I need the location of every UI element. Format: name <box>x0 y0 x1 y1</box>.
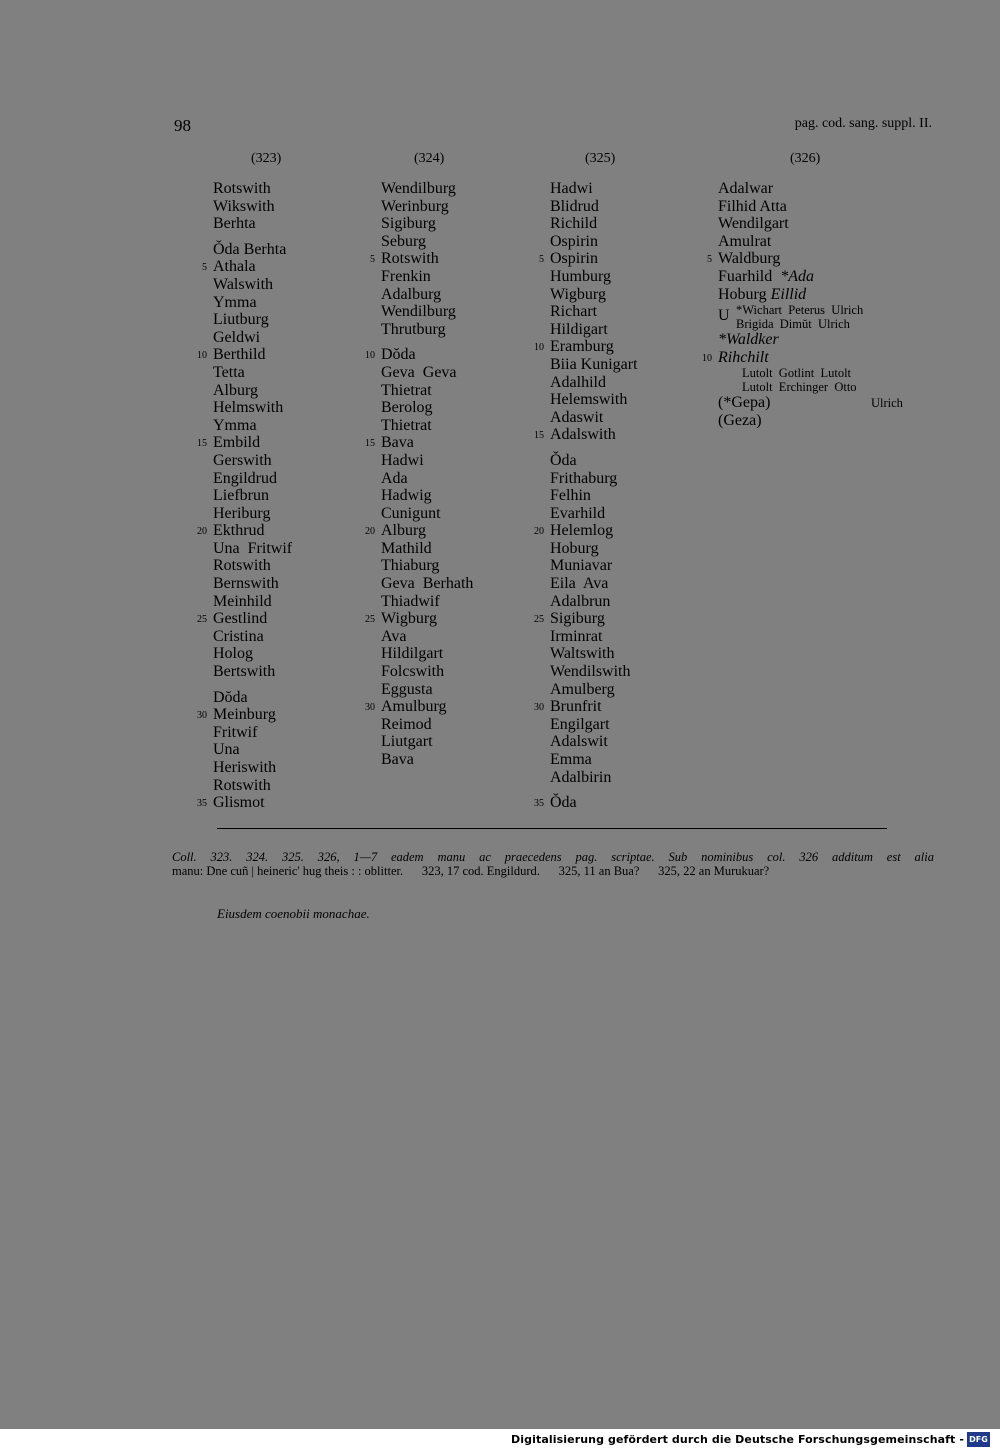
list-item <box>381 681 551 699</box>
entry-addition: Eillid <box>770 285 807 303</box>
entry-name: Heriburg <box>213 504 271 522</box>
list-item <box>381 751 551 769</box>
entry-name: Frithaburg <box>550 469 618 487</box>
entry-name: Seburg <box>381 232 427 250</box>
entry-name: Ospirin <box>550 250 598 268</box>
list-item <box>365 346 551 364</box>
list-item <box>213 777 383 795</box>
line-number: 30 <box>197 710 207 722</box>
list-item <box>213 329 383 347</box>
entry-name: Ymma <box>213 416 257 434</box>
list-item <box>550 286 720 304</box>
entry-subline: Lutolt Gotlint Lutolt <box>742 366 852 381</box>
entry-name: Evarhild <box>550 504 606 522</box>
name-list <box>197 180 383 812</box>
list-item <box>534 338 720 356</box>
entry-name: Frenkin <box>381 267 431 285</box>
entry-name: Adaswit <box>550 408 604 426</box>
list-item <box>550 557 720 575</box>
entry-name: Helmswith <box>213 399 284 417</box>
running-head: pag. cod. sang. suppl. II. <box>794 116 932 131</box>
entry-name: Helemlog <box>550 522 614 540</box>
entry-name: Rihchilt <box>718 348 769 366</box>
list-item <box>381 645 551 663</box>
entry-name: Thiaburg <box>381 557 440 575</box>
footer-bar <box>0 1429 1000 1451</box>
list-item <box>381 198 551 216</box>
entry-name: Helemswith <box>550 391 628 409</box>
list-item <box>550 356 720 374</box>
entry-name: Ava <box>381 627 407 645</box>
entry-name: Biia Kunigart <box>550 355 638 373</box>
list-item <box>381 557 551 575</box>
line-number: 10 <box>365 350 375 362</box>
footnote-rule <box>217 828 887 829</box>
line-number: 30 <box>534 702 544 714</box>
line-number: 30 <box>365 702 375 714</box>
list-item <box>550 409 720 427</box>
entry-name: Hadwi <box>381 451 424 469</box>
column-heading: (323) <box>251 151 282 166</box>
list-item <box>213 311 383 329</box>
entry-name: Bertswith <box>213 663 276 681</box>
list-item <box>539 250 720 268</box>
list-item <box>381 663 551 681</box>
line-number: 35 <box>534 798 544 810</box>
line-number: 5 <box>707 254 712 266</box>
dfg-logo[interactable]: DFG <box>967 1432 990 1447</box>
entry-name: (*Gepa) <box>718 394 771 412</box>
entry-name: Dŏda <box>381 346 416 364</box>
list-item <box>381 180 551 198</box>
name-list <box>365 180 551 769</box>
line-number: 25 <box>365 614 375 626</box>
entry-name: Walswith <box>213 275 274 293</box>
entry-name: Folcswith <box>381 663 445 681</box>
entry-subline: Lutolt Erchinger Otto <box>742 380 857 395</box>
list-item <box>550 374 720 392</box>
list-item <box>702 348 918 367</box>
line-number: 10 <box>534 342 544 354</box>
list-item <box>550 268 720 286</box>
entry-name: Athala <box>213 258 256 276</box>
section-heading: Eiusdem coenobii monachae. <box>217 906 370 921</box>
list-item <box>550 716 720 734</box>
footnote-line: Coll. 323. 324. 325. 326, 1—7 eadem manu ac praecedens pag. scriptae. Sub nominibus col. 326 additum est alia <box>172 850 934 864</box>
entry-name: Una <box>213 741 240 759</box>
entry-name: Thietrat <box>381 381 432 399</box>
entry-name: Mathild <box>381 539 432 557</box>
list-item <box>550 733 720 751</box>
entry-name: Rotswith <box>213 180 271 197</box>
list-item <box>718 366 918 394</box>
list-item <box>718 233 918 251</box>
list-item <box>550 321 720 339</box>
list-item <box>718 394 918 412</box>
list-item <box>381 233 551 251</box>
entry-name: Gestlind <box>213 610 268 628</box>
column-323 <box>197 150 383 812</box>
entry-name: Hadwig <box>381 487 432 505</box>
list-item <box>381 417 551 435</box>
entry-name: Adalswit <box>550 733 608 751</box>
list-item <box>550 751 720 769</box>
list-item <box>534 698 720 716</box>
list-item <box>718 180 918 198</box>
line-number: 5 <box>202 262 207 274</box>
entry-name: Felhin <box>550 487 591 505</box>
entry-name: Tetta <box>213 363 245 381</box>
entry-name: Filhid Atta <box>718 197 787 215</box>
list-item <box>550 215 720 233</box>
entry-name: Heriswith <box>213 759 277 776</box>
list-item <box>381 452 551 470</box>
list-item <box>707 250 918 268</box>
entry-name: Wendilswith <box>550 663 631 681</box>
footnote-line: manu: Dne cuñ | heineric' hug theis : : oblitter. 323, 17 cod. Engildurd. 325, 11 an Bua? 325, 22 an Murukuar? <box>172 864 770 878</box>
list-item <box>550 628 720 646</box>
entry-name: Ekthrud <box>213 522 265 540</box>
list-item: *Waldker <box>718 331 779 349</box>
name-list <box>534 180 720 812</box>
entry-name: Amulburg <box>381 698 447 716</box>
entry-name: Brunfrit <box>550 698 602 716</box>
list-item <box>213 724 383 742</box>
entry-name: Hildilgart <box>381 645 444 663</box>
entry-name: Berhta <box>213 215 256 233</box>
list-item <box>381 505 551 523</box>
entry-name: Geva Geva <box>381 363 457 381</box>
entry-name: Hoburg <box>550 539 599 557</box>
entry-name: Meinhild <box>213 592 272 610</box>
entry-name: Eramburg <box>550 338 614 356</box>
entry-name: Irminrat <box>550 627 603 645</box>
entry-name: Thietrat <box>381 416 432 434</box>
list-item <box>213 276 383 294</box>
entry-name: Liefbrun <box>213 487 269 505</box>
entry-name: Adalburg <box>381 285 442 303</box>
list-item <box>381 593 551 611</box>
entry-name: Berthild <box>213 346 266 364</box>
list-item <box>197 434 383 452</box>
list-item <box>381 286 551 304</box>
entry-name: Wendilgart <box>718 215 789 233</box>
entry-addition: *Ada <box>780 267 814 285</box>
list-item <box>550 487 720 505</box>
entry-name: Werinburg <box>381 197 449 215</box>
entry-name: Ymma <box>213 293 257 311</box>
entry-name: Adalwar <box>718 180 774 197</box>
list-item <box>718 303 918 331</box>
list-item <box>718 268 918 286</box>
entry-subline: *Wichart Peterus Ulrich <box>736 303 864 318</box>
list-item <box>381 364 551 382</box>
entry-name: Cristina <box>213 627 264 645</box>
list-item <box>381 399 551 417</box>
list-item: (Geza) <box>718 411 762 429</box>
entry-subline: Brigida Dimŭt Ulrich <box>736 317 850 332</box>
entry-name: Waldburg <box>718 250 781 268</box>
list-item <box>197 522 383 540</box>
entry-name: Amulrat <box>718 232 772 250</box>
list-item <box>550 452 720 470</box>
entry-name: Ǒda <box>550 794 577 812</box>
entry-name: Ospirin <box>550 232 598 250</box>
list-item <box>550 180 720 198</box>
list-item <box>381 628 551 646</box>
list-item <box>365 698 551 716</box>
list-item <box>550 540 720 558</box>
entry-name: Wikswith <box>213 197 275 215</box>
entry-name: Eila Ava <box>550 575 609 593</box>
entry-name: Engildrud <box>213 469 277 487</box>
list-item <box>550 645 720 663</box>
entry-name: Liutburg <box>213 311 269 329</box>
list-item <box>213 382 383 400</box>
list-item <box>550 198 720 216</box>
line-number: 10 <box>197 350 207 362</box>
entry-name: Wigburg <box>381 610 437 628</box>
entry-name: Liutgart <box>381 733 433 751</box>
line-number: 25 <box>197 614 207 626</box>
line-number: 5 <box>539 254 544 266</box>
list-item <box>381 470 551 488</box>
list-item <box>213 645 383 663</box>
list-item <box>202 258 383 276</box>
list-item <box>213 364 383 382</box>
list-item <box>197 610 383 628</box>
list-item <box>381 382 551 400</box>
list-item <box>381 215 551 233</box>
entry-name: Adalbrun <box>550 592 611 610</box>
list-item <box>550 470 720 488</box>
entry-name: Amulberg <box>550 680 615 698</box>
entry-name: Sigiburg <box>550 610 605 628</box>
list-item <box>213 593 383 611</box>
list-item <box>213 628 383 646</box>
entry-name: Humburg <box>550 267 612 285</box>
entry-name: Glismot <box>213 794 265 812</box>
list-item <box>213 470 383 488</box>
list-item <box>550 663 720 681</box>
entry-name: Wigburg <box>550 285 606 303</box>
page-number: 98 <box>174 116 191 135</box>
list-item <box>213 505 383 523</box>
entry-name: Thiadwif <box>381 592 440 610</box>
list-item <box>213 741 383 759</box>
entry-name: Ǒda <box>550 451 577 469</box>
entry-name: Alburg <box>381 522 427 540</box>
list-item <box>550 391 720 409</box>
list-item <box>213 487 383 505</box>
entry-name: Meinburg <box>213 706 276 724</box>
entry-name: Blidrud <box>550 197 599 215</box>
entry-name: Geldwi <box>213 328 261 346</box>
line-number: 25 <box>534 614 544 626</box>
entry-name: Engilgart <box>550 715 610 733</box>
entry-name: Muniavar <box>550 557 613 575</box>
entry-name: Alburg <box>213 381 259 399</box>
entry-name: Ada <box>381 469 408 487</box>
entry-name: Cunigunt <box>381 504 441 522</box>
entry-name: Geva Berhath <box>381 575 474 593</box>
entry-name: Bava <box>381 751 414 768</box>
line-number: 20 <box>197 526 207 538</box>
list-item <box>213 540 383 558</box>
list-item <box>365 434 551 452</box>
entry-name: Hadwi <box>550 180 593 197</box>
entry-name: Gerswith <box>213 451 272 469</box>
entry-name: Wendilburg <box>381 303 456 321</box>
list-item <box>370 250 551 268</box>
entry-name: Una Fritwif <box>213 539 293 557</box>
list-item <box>213 180 383 198</box>
entry-name: Eggusta <box>381 680 433 698</box>
entry-name: Hoburg <box>718 285 767 303</box>
entry-name: Emma <box>550 751 592 768</box>
list-item <box>534 794 720 812</box>
list-item <box>213 575 383 593</box>
list-item <box>550 303 720 321</box>
line-number: 15 <box>365 438 375 450</box>
entry-name: Richart <box>550 303 598 321</box>
entry-name: Adalswith <box>550 426 616 444</box>
list-item <box>534 610 720 628</box>
list-item <box>213 759 383 777</box>
list-item <box>381 575 551 593</box>
entry-name: Bernswith <box>213 575 279 593</box>
list-item <box>365 610 551 628</box>
list-item <box>365 522 551 540</box>
list-item <box>550 505 720 523</box>
list-item <box>197 346 383 364</box>
entry-name: Rotswith <box>381 250 439 268</box>
list-item <box>197 706 383 724</box>
list-item <box>381 716 551 734</box>
entry-name: Wendilburg <box>381 180 456 197</box>
list-item <box>718 198 918 216</box>
list-item <box>381 487 551 505</box>
list-item <box>718 215 918 233</box>
list-item <box>213 452 383 470</box>
line-number: 20 <box>365 526 375 538</box>
entry-name: Adalhild <box>550 373 606 391</box>
entry-name: Hildigart <box>550 320 608 338</box>
list-item <box>381 321 551 339</box>
list-item <box>213 294 383 312</box>
entry-name: Berolog <box>381 399 433 417</box>
name-list-additions <box>702 267 918 430</box>
entry-letter: U <box>718 307 730 325</box>
list-item <box>534 522 720 540</box>
entry-name: Rotswith <box>213 557 271 575</box>
column-heading: (325) <box>585 151 616 166</box>
list-item <box>213 557 383 575</box>
list-item <box>718 286 918 304</box>
entry-name: Reimod <box>381 715 432 733</box>
line-number: 15 <box>197 438 207 450</box>
column-324 <box>365 150 551 769</box>
list-item <box>550 575 720 593</box>
entry-name: Ǒda Berhta <box>213 240 287 258</box>
list-item <box>213 689 383 707</box>
entry-name: Fuarhild <box>718 267 773 285</box>
list-item <box>213 198 383 216</box>
list-item <box>550 769 720 787</box>
list-item <box>213 241 383 259</box>
list-item <box>550 681 720 699</box>
entry-name: Dŏda <box>213 688 248 706</box>
column-325 <box>534 150 720 812</box>
list-item <box>381 540 551 558</box>
list-item <box>550 593 720 611</box>
footer-text: Digitalisierung gefördert durch die Deutsche Forschungsgemeinschaft - <box>511 1433 964 1446</box>
entry-name: Richild <box>550 215 598 233</box>
line-number: 15 <box>534 430 544 442</box>
column-heading: (326) <box>790 151 821 166</box>
footnotes <box>172 850 934 878</box>
list-item <box>381 733 551 751</box>
entry-name: Embild <box>213 434 261 452</box>
entry-subline: Ulrich <box>871 396 903 411</box>
entry-name: Adalbirin <box>550 768 612 786</box>
entry-name: Waltswith <box>550 645 615 663</box>
list-item <box>213 399 383 417</box>
line-number: 35 <box>197 798 207 810</box>
list-item <box>213 663 383 681</box>
list-item <box>381 268 551 286</box>
list-item <box>197 794 383 812</box>
list-item <box>381 303 551 321</box>
column-326 <box>702 150 918 430</box>
column-heading: (324) <box>414 151 445 166</box>
entry-name: Sigiburg <box>381 215 436 233</box>
list-item <box>550 233 720 251</box>
entry-name: Bava <box>381 434 414 452</box>
entry-name: Fritwif <box>213 723 258 741</box>
entry-name: Thrutburg <box>381 320 446 338</box>
line-number: 10 <box>702 352 712 364</box>
name-list <box>707 180 918 268</box>
list-item <box>213 215 383 233</box>
list-item <box>213 417 383 435</box>
entry-name: Rotswith <box>213 776 271 794</box>
line-number: 20 <box>534 526 544 538</box>
line-number: 5 <box>370 254 375 266</box>
entry-name: Holog <box>213 645 253 663</box>
list-item <box>534 426 720 444</box>
